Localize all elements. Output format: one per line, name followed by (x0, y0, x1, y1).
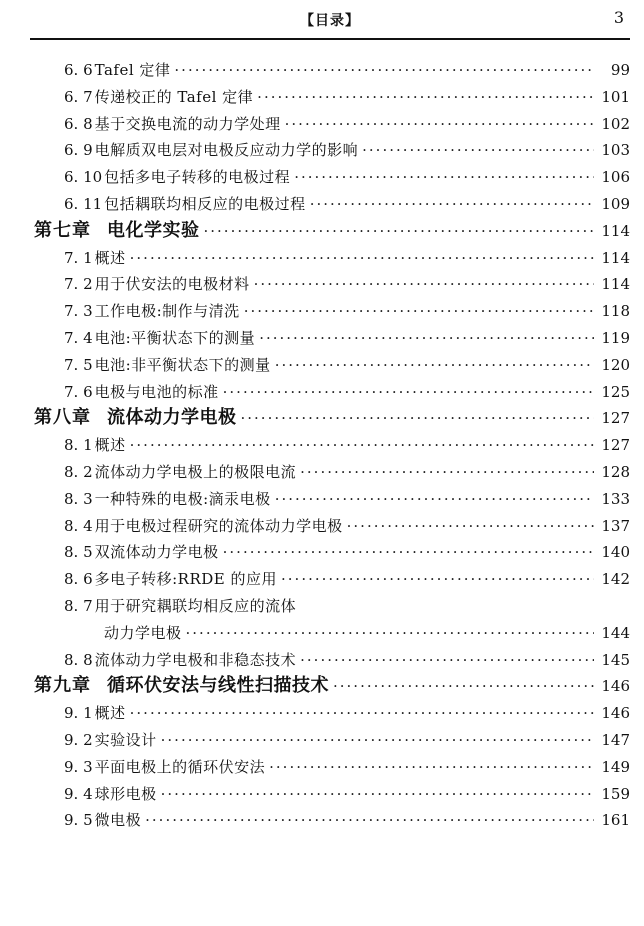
toc-entry-title: 概述 (94, 248, 126, 267)
toc-page-number: 99 (610, 61, 630, 79)
toc-page-number: 106 (601, 168, 630, 187)
toc-entry-title: 概述 (94, 436, 126, 455)
toc-section-row[interactable] (0, 727, 644, 754)
toc-section-row[interactable] (0, 137, 644, 164)
toc-entry-number: 7. 2 (64, 275, 93, 294)
toc-page-number: 140 (601, 543, 630, 562)
header-page-number: 3 (613, 8, 624, 27)
toc-section-row[interactable] (0, 486, 644, 513)
dot-leader (281, 566, 594, 593)
toc-page-number: 127 (601, 436, 630, 455)
toc-section-row[interactable] (0, 57, 644, 84)
toc-page-number: 144 (601, 623, 630, 642)
toc-entry-number: 7. 6 (64, 382, 93, 401)
toc-section-row[interactable] (0, 781, 644, 808)
toc-entry-title: 微电极 (94, 811, 142, 830)
dot-leader (130, 432, 594, 459)
toc-page-number: 118 (601, 302, 630, 321)
toc-entry-number: 第九章 (34, 675, 91, 697)
toc-entry-title: 流体动力学电极和非稳态技术 (94, 650, 297, 669)
toc-page-number: 128 (601, 462, 630, 481)
toc-entry-title: 流体动力学电极上的极限电流 (94, 462, 297, 481)
toc-entry-number: 9. 5 (64, 811, 93, 830)
header-title: 【目录】 (300, 13, 360, 29)
dot-leader (275, 486, 594, 513)
toc-section-row[interactable] (0, 325, 644, 352)
toc-section-row[interactable] (0, 164, 644, 191)
toc-entry-title: Tafel 定律 (94, 61, 171, 79)
toc-entry-number: 7. 1 (64, 248, 93, 267)
toc-page-number: 159 (601, 784, 630, 803)
toc-entry-title: 平面电极上的循环伏安法 (94, 757, 266, 776)
toc-entry-title: 流体动力学电极 (107, 407, 237, 429)
toc-page-number: 119 (601, 328, 630, 347)
dot-leader (285, 111, 594, 138)
toc-page-number: 146 (601, 677, 630, 696)
dot-leader (275, 352, 594, 379)
toc-entry-title: 传递校正的 Tafel 定律 (94, 87, 254, 106)
dot-leader (161, 727, 594, 754)
dot-leader (257, 84, 594, 111)
toc-page-number: 114 (601, 275, 630, 294)
dot-leader (161, 781, 594, 808)
toc-entry-number: 8. 6 (64, 570, 93, 589)
toc-entry-title: 用于电极过程研究的流体动力学电极 (94, 516, 343, 535)
dot-leader (244, 298, 594, 325)
toc-entry-title: 电极与电池的标准 (94, 382, 219, 401)
dot-leader (300, 647, 594, 674)
toc-entry-number: 第七章 (34, 219, 91, 241)
toc-entry-title: 电池:非平衡状态下的测量 (94, 355, 271, 374)
toc-entry-number: 7. 5 (64, 355, 93, 374)
dot-leader (333, 673, 594, 700)
toc-entry-title: 包括多电子转移的电极过程 (104, 168, 291, 187)
dot-leader (254, 271, 594, 298)
dot-leader (186, 620, 594, 647)
toc-chapter-row[interactable] (0, 673, 644, 700)
dot-leader (269, 754, 594, 781)
toc-entry-number: 8. 4 (64, 516, 93, 535)
toc-page-number: 161 (601, 811, 630, 830)
toc-section-row[interactable] (0, 539, 644, 566)
dot-leader (362, 137, 594, 164)
toc-page-number: 120 (601, 355, 630, 374)
toc-entry-number: 8. 5 (64, 543, 93, 562)
toc-entry-number: 6. 6 (64, 61, 93, 79)
toc-entry-number: 6. 8 (64, 114, 93, 133)
page-header (30, 0, 630, 40)
toc-page-number: 101 (601, 87, 630, 106)
toc-page-number: 133 (601, 489, 630, 508)
toc-entry-number: 8. 7 (64, 596, 93, 615)
dot-leader (259, 325, 594, 352)
toc-entry-title: 双流体动力学电极 (94, 543, 219, 562)
toc-page-number: 137 (601, 516, 630, 535)
toc-section-row[interactable] (0, 298, 644, 325)
toc-entry-title: 用于伏安法的电极材料 (94, 275, 250, 294)
toc-entry-number: 7. 3 (64, 302, 93, 321)
dot-leader (130, 700, 594, 727)
toc-section-row[interactable] (0, 566, 644, 593)
toc-section-row[interactable] (0, 593, 644, 620)
toc-section-row[interactable] (0, 754, 644, 781)
toc-page-number: 147 (601, 730, 630, 749)
toc-page-number: 114 (601, 221, 630, 240)
toc-chapter-row[interactable] (0, 218, 644, 245)
dot-leader (130, 245, 594, 272)
toc-section-row[interactable] (0, 245, 644, 272)
toc-entry-number: 8. 2 (64, 462, 93, 481)
toc-entry-number: 6. 10 (64, 168, 103, 187)
toc-entry-number: 9. 3 (64, 757, 93, 776)
toc-entry-number: 第八章 (34, 407, 91, 429)
toc-chapter-row[interactable] (0, 405, 644, 432)
toc-entry-number: 6. 9 (64, 141, 93, 160)
dot-leader (347, 513, 594, 540)
dot-leader (300, 459, 594, 486)
toc-entry-title: 多电子转移:RRDE 的应用 (94, 570, 278, 589)
toc-section-row[interactable] (0, 379, 644, 406)
dot-leader (174, 57, 594, 84)
toc-entry-title: 电解质双电层对电极反应动力学的影响 (94, 141, 359, 160)
dot-leader (145, 807, 594, 834)
toc-entry-number: 9. 4 (64, 784, 93, 803)
toc-entry-title: 循环伏安法与线性扫描技术 (107, 675, 329, 697)
toc-entry-number: 6. 11 (64, 194, 103, 213)
toc-section-row[interactable] (0, 111, 644, 138)
toc-page-number: 109 (601, 194, 630, 213)
toc-page-number: 102 (601, 114, 630, 133)
toc-entry-title: 一种特殊的电极:滴汞电极 (94, 489, 271, 508)
dot-leader (223, 539, 594, 566)
toc-entry-number: 7. 4 (64, 328, 93, 347)
toc-section-row[interactable] (0, 807, 644, 834)
dot-leader (204, 218, 595, 245)
toc-section-row[interactable] (0, 352, 644, 379)
toc-page-number: 103 (601, 141, 630, 160)
toc-entry-number: 9. 1 (64, 704, 93, 723)
toc-page-number: 146 (601, 704, 630, 723)
toc-page-number: 149 (601, 757, 630, 776)
toc-section-row[interactable] (0, 191, 644, 218)
table-of-contents (0, 57, 644, 834)
toc-section-row[interactable] (0, 513, 644, 540)
toc-entry-title: 基于交换电流的动力学处理 (94, 114, 281, 133)
toc-section-row[interactable] (0, 271, 644, 298)
toc-entry-number: 8. 3 (64, 489, 93, 508)
toc-entry-number: 8. 1 (64, 436, 93, 455)
toc-section-row[interactable] (0, 700, 644, 727)
toc-entry-title: 用于研究耦联均相反应的流体 (94, 596, 297, 615)
toc-section-row[interactable] (0, 432, 644, 459)
toc-page-number: 127 (601, 409, 630, 428)
toc-entry-title: 球形电极 (94, 784, 157, 803)
toc-section-row[interactable] (0, 84, 644, 111)
toc-section-row[interactable] (0, 620, 644, 647)
dot-leader (223, 379, 594, 406)
toc-entry-title: 电池:平衡状态下的测量 (94, 328, 256, 347)
dot-leader (241, 405, 595, 432)
dot-leader (310, 191, 594, 218)
toc-entry-number: 9. 2 (64, 730, 93, 749)
toc-entry-title: 电化学实验 (107, 219, 200, 241)
toc-entry-title: 动力学电极 (104, 623, 182, 642)
toc-entry-title: 工作电极:制作与清洗 (94, 302, 240, 321)
toc-page-number: 114 (601, 248, 630, 267)
toc-entry-number: 6. 7 (64, 87, 93, 106)
toc-page-number: 145 (601, 650, 630, 669)
toc-entry-title: 包括耦联均相反应的电极过程 (104, 194, 306, 213)
toc-section-row[interactable] (0, 459, 644, 486)
toc-section-row[interactable] (0, 647, 644, 674)
toc-entry-number: 8. 8 (64, 650, 93, 669)
toc-entry-title: 实验设计 (94, 730, 157, 749)
toc-page-number: 142 (601, 570, 630, 589)
toc-entry-title: 概述 (94, 704, 126, 723)
toc-page-number: 125 (601, 382, 630, 401)
dot-leader (294, 164, 594, 191)
